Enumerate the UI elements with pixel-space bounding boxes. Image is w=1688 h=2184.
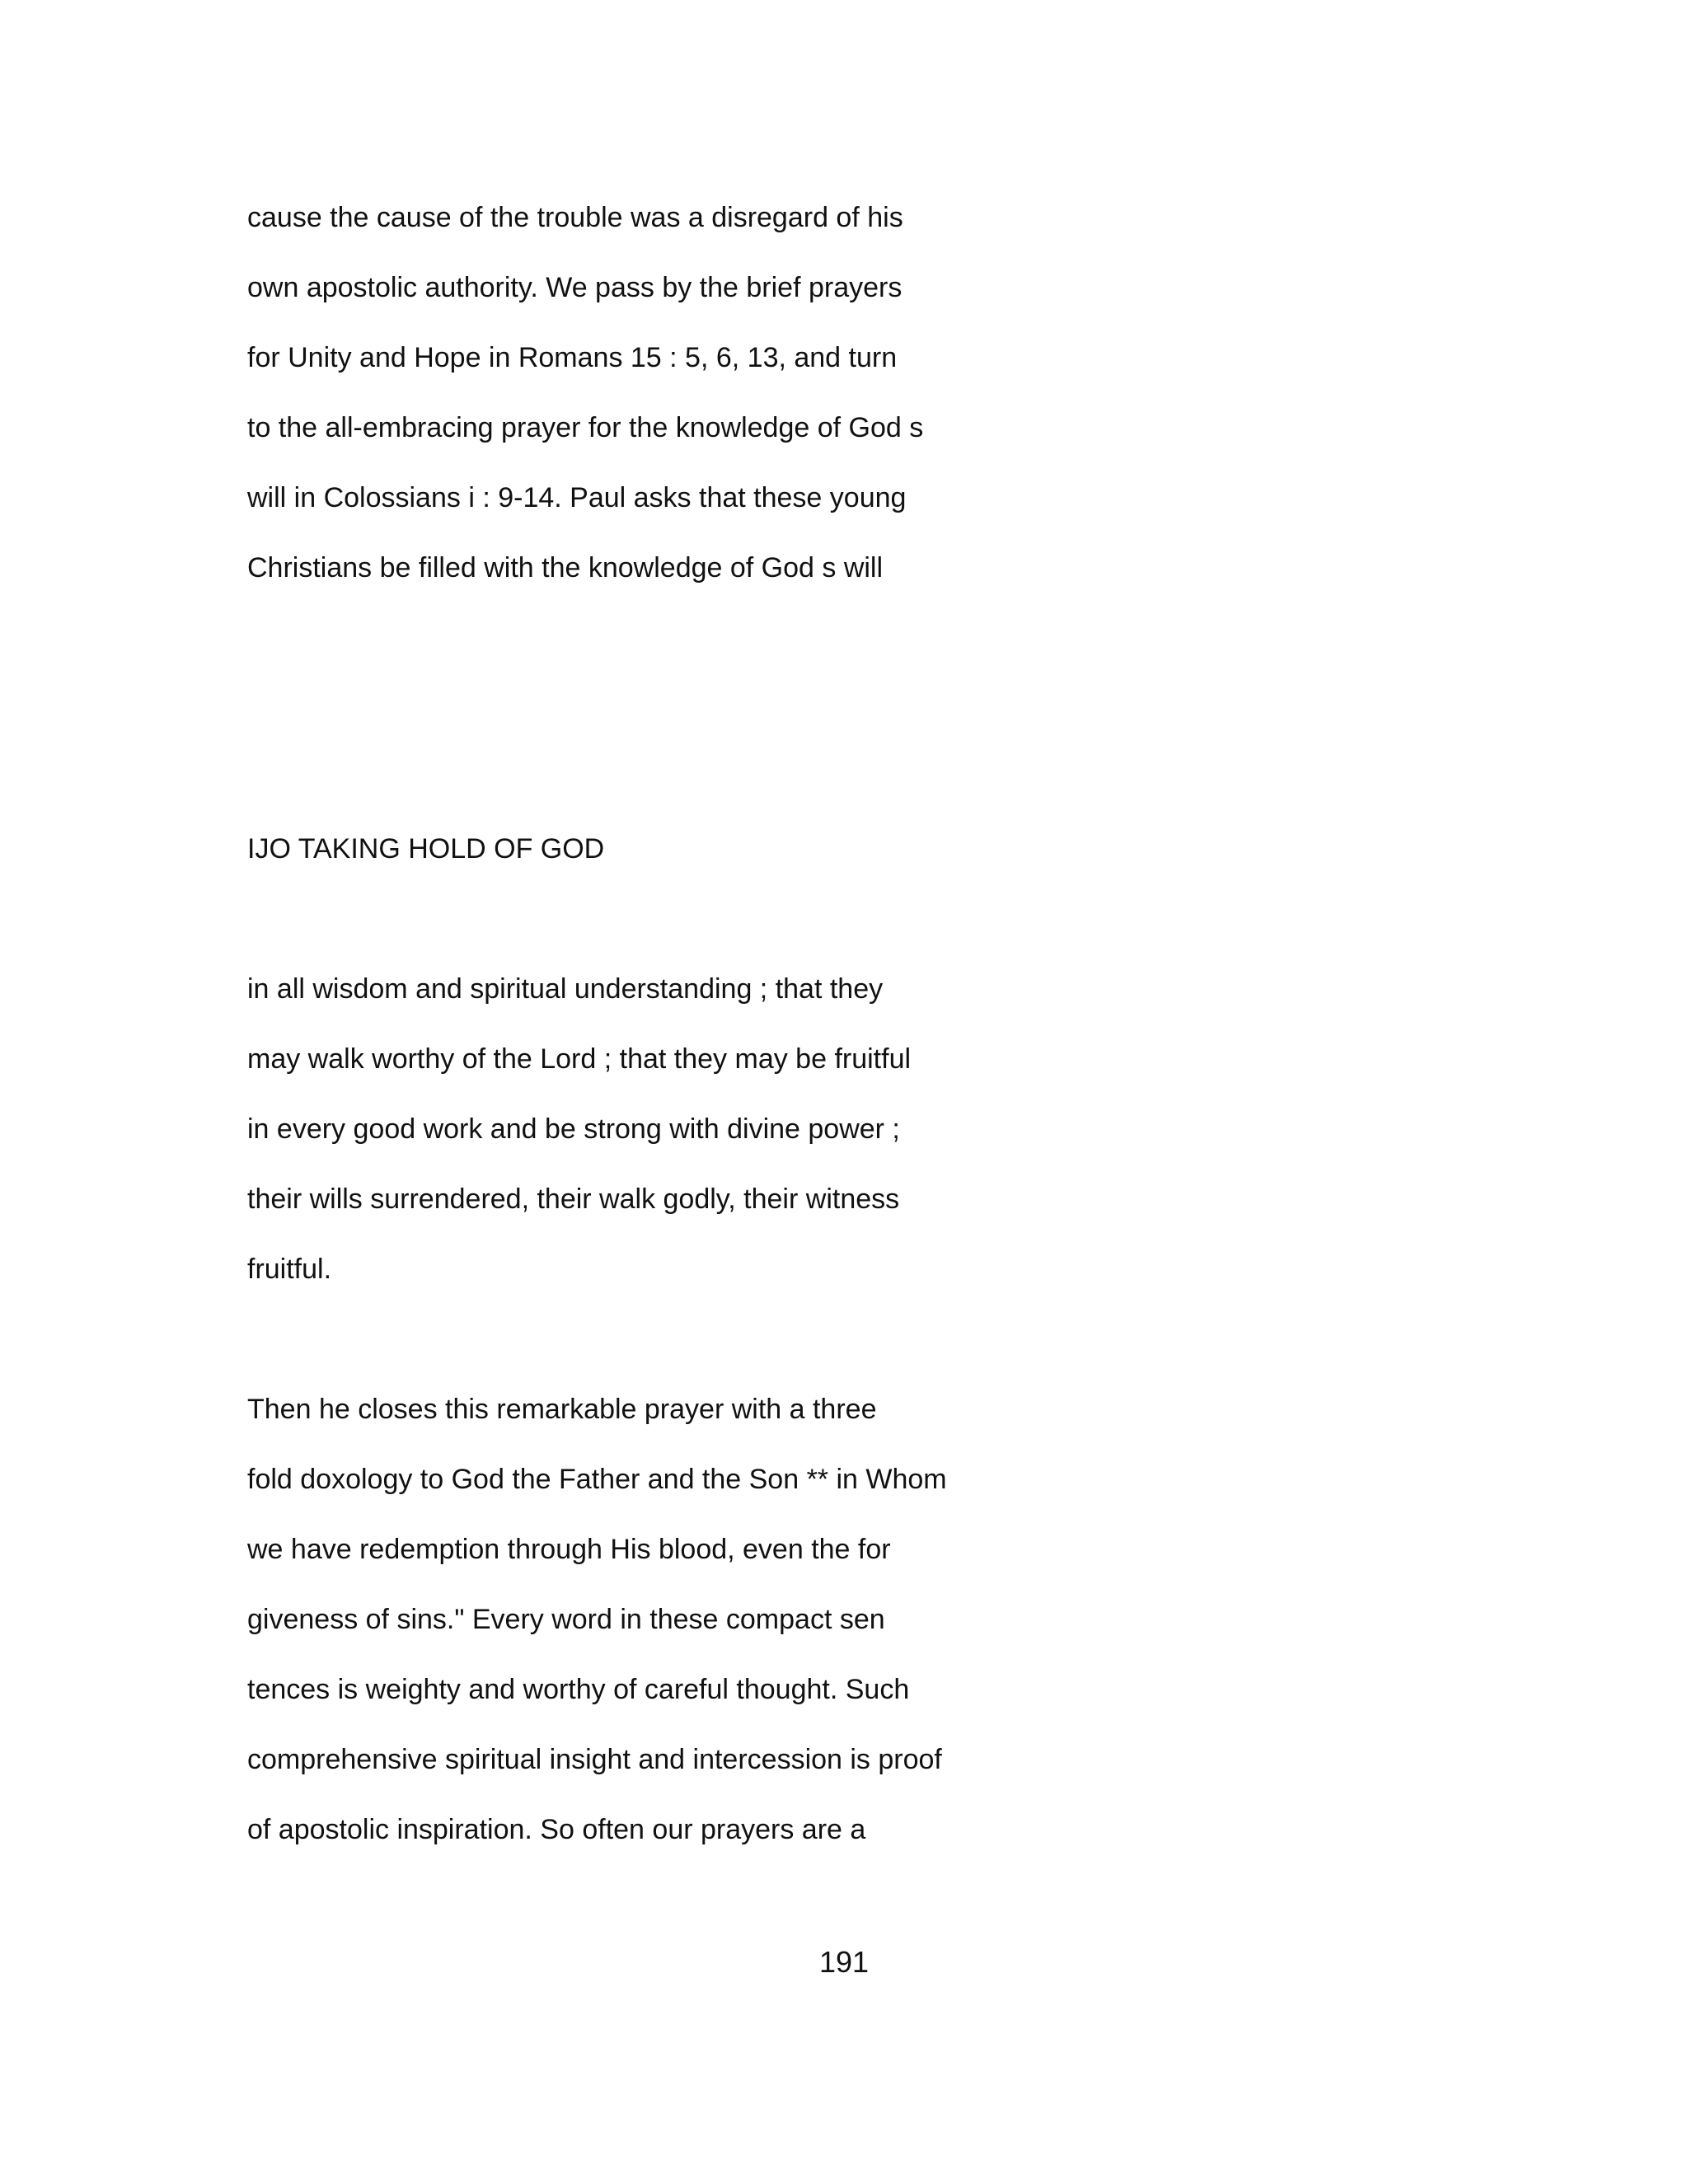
paragraph-2 (247, 954, 1319, 1305)
text-line: their wills surrendered, their walk godly, their witness (247, 1183, 900, 1215)
text-line: cause the cause of the trouble was a disregard of his (247, 202, 903, 233)
text-line: fruitful. (247, 1254, 332, 1285)
text-line: comprehensive spiritual insight and intercession is proof (247, 1744, 942, 1775)
paragraph-1 (247, 183, 1319, 603)
text-line: Christians be filled with the knowledge of God s will (247, 552, 884, 583)
text-line: of apostolic inspiration. So often our prayers are a (247, 1814, 866, 1845)
running-header-text: IJO TAKING HOLD OF GOD (247, 833, 605, 865)
text-line: giveness of sins." Every word in these compact sen (247, 1604, 885, 1635)
text-line: in every good work and be strong with divine power ; (247, 1113, 900, 1145)
text-line: tences is weighty and worthy of careful thought. Such (247, 1674, 910, 1705)
text-line: fold doxology to God the Father and the Son ** in Whom (247, 1464, 947, 1495)
text-line: Then he closes this remarkable prayer with a three (247, 1394, 877, 1425)
text-line: we have redemption through His blood, even the for (247, 1534, 891, 1565)
text-line: may walk worthy of the Lord ; that they may be fruitful (247, 1043, 912, 1075)
text-line: will in Colossians i : 9-14. Paul asks that these young (247, 482, 907, 513)
text-line: in all wisdom and spiritual understanding ; that they (247, 973, 884, 1005)
paragraph-3 (247, 1375, 1319, 1865)
text-line: own apostolic authority. We pass by the brief prayers (247, 272, 903, 303)
text-line: to the all-embracing prayer for the knowledge of God s (247, 412, 924, 443)
text-line: for Unity and Hope in Romans 15 : 5, 6, 13, and turn (247, 342, 898, 373)
page-number: 191 (818, 1945, 870, 1979)
running-header (247, 814, 1319, 884)
